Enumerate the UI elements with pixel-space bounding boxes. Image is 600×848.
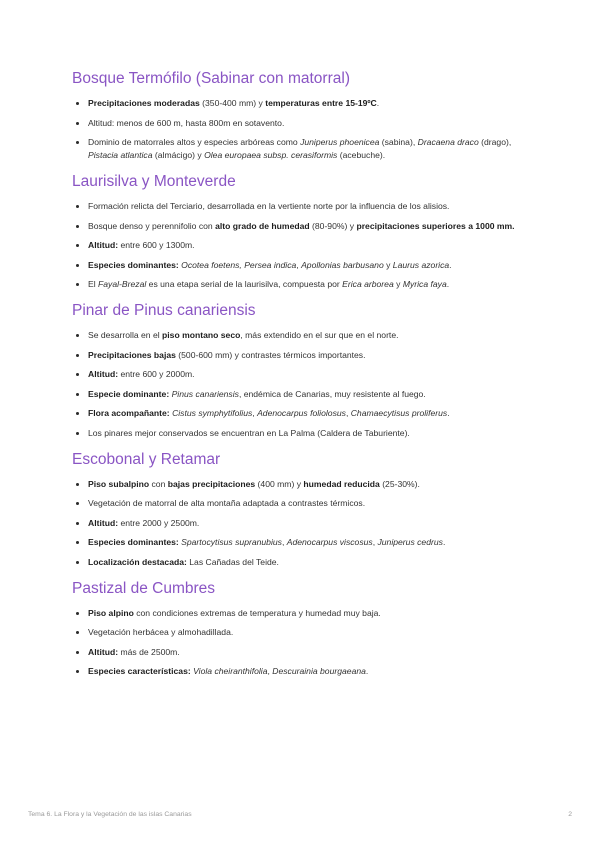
section xyxy=(72,301,532,440)
list-item xyxy=(72,136,532,162)
text: Vegetación herbácea y almohadillada. xyxy=(88,627,234,637)
bold-text: Especie dominante: xyxy=(88,388,170,399)
bold-text: temperaturas entre 15-19ºC xyxy=(265,98,377,108)
text: Formación relicta del Terciario, desarrollada en la vertiente norte por la influencia de los alisios. xyxy=(88,201,450,211)
bold-text: Especies características: xyxy=(88,666,191,676)
bullet-list xyxy=(72,607,532,679)
list-item xyxy=(72,220,532,233)
section-heading: Escobonal y Retamar xyxy=(72,450,221,468)
bold-text: Altitud: xyxy=(88,369,119,379)
page-number: 2 xyxy=(568,811,572,818)
text: . xyxy=(446,279,450,289)
text: . xyxy=(449,259,452,270)
text: El xyxy=(88,279,99,289)
list-item xyxy=(72,607,532,620)
section-heading: Bosque Termófilo (Sabinar con matorral) xyxy=(72,70,350,87)
text: Altitud: menos de 600 m, hasta 800m en sotavento. xyxy=(88,117,285,128)
text: entre 600 y 1300m. xyxy=(118,240,195,250)
list-item xyxy=(72,556,532,569)
bold-text: Precipitaciones moderadas xyxy=(88,98,200,108)
section xyxy=(72,69,532,162)
text: , xyxy=(296,259,302,270)
bold-text: alto grado de humedad xyxy=(215,220,310,231)
text: , xyxy=(267,666,273,676)
bold-text: precipitaciones superiores a 1000 mm. xyxy=(356,220,515,231)
bold-text: humedad reducida xyxy=(303,478,380,489)
text: , xyxy=(252,408,258,418)
list-item xyxy=(72,388,532,401)
footer-title: Tema 6. La Flora y la Vegetación de las islas Canarias xyxy=(28,811,192,818)
text: , xyxy=(281,537,287,547)
italic-text: Viola cheiranthifolia xyxy=(193,666,268,676)
bold-text: Piso alpino xyxy=(88,607,134,618)
list-item xyxy=(72,329,532,342)
text: Los pinares mejor conservados se encuentran en La Palma (Caldera de Taburiente). xyxy=(88,427,410,438)
italic-text: Pistacia atlantica xyxy=(88,150,153,160)
section xyxy=(72,172,532,291)
text: y xyxy=(393,279,403,289)
italic-text: Descurainia bourgaeana xyxy=(272,666,366,676)
list-item xyxy=(72,259,532,272)
text: Vegetación de matorral de alta montaña adaptada a contrastes térmicos. xyxy=(88,498,366,508)
italic-text: Ocotea foetens, Persea indica xyxy=(181,259,297,270)
text: . xyxy=(365,666,369,676)
italic-text: Juniperus cedrus xyxy=(377,537,443,547)
text: Bosque denso y perennifolio con xyxy=(88,220,216,231)
text: con condiciones extremas de temperatura y humedad muy baja. xyxy=(133,607,381,618)
text: . xyxy=(376,98,380,108)
bold-text: Altitud: xyxy=(88,517,119,528)
italic-text: Apollonias barbusano xyxy=(301,259,384,270)
list-item xyxy=(72,536,532,549)
text: (80-90%) y xyxy=(309,220,357,231)
list-item xyxy=(72,497,532,510)
text: (sabina), xyxy=(379,137,418,147)
list-item xyxy=(72,626,532,639)
bold-text: Piso subalpino xyxy=(88,478,150,489)
bold-text: Flora acompañante: xyxy=(88,408,170,418)
list-item xyxy=(72,407,532,420)
text: , endémica de Canarias, muy resistente al fuego. xyxy=(238,388,426,399)
text: (350-400 mm) y xyxy=(199,98,266,108)
text: . xyxy=(447,408,450,418)
list-item xyxy=(72,646,532,659)
text: y xyxy=(383,259,393,270)
section-heading: Pastizal de Cumbres xyxy=(72,579,216,597)
bold-text: Precipitaciones bajas xyxy=(88,349,176,360)
italic-text: Juniperus phoenicea xyxy=(300,137,380,147)
list-item xyxy=(72,97,532,110)
section xyxy=(72,450,532,569)
bold-text: Especies dominantes: xyxy=(88,259,179,270)
bullet-list xyxy=(72,329,532,440)
list-item xyxy=(72,665,532,678)
italic-text: Cistus symphytifolius xyxy=(172,408,253,418)
text: , xyxy=(372,537,378,547)
italic-text: Myrica faya xyxy=(402,279,447,289)
text: . xyxy=(442,537,446,547)
list-item xyxy=(72,349,532,362)
text: entre 2000 y 2500m. xyxy=(118,517,200,528)
list-item xyxy=(72,517,532,530)
text: (almácigo) y xyxy=(152,150,205,160)
section-heading: Pinar de Pinus canariensis xyxy=(72,302,256,319)
page-content xyxy=(72,62,532,688)
list-item xyxy=(72,427,532,440)
list-item xyxy=(72,478,532,491)
bold-text: Localización destacada: xyxy=(88,556,187,567)
bold-text: Especies dominantes: xyxy=(88,537,179,547)
list-item xyxy=(72,278,532,291)
text: (500-600 mm) y contrastes térmicos importantes. xyxy=(175,349,366,360)
text: (25-30%). xyxy=(379,478,420,489)
text: más de 2500m. xyxy=(118,646,180,657)
italic-text: Dracaena draco xyxy=(417,137,479,147)
text: entre 600 y 2000m. xyxy=(118,369,195,379)
bullet-list xyxy=(72,200,532,291)
text: (drago), xyxy=(478,137,512,147)
section xyxy=(72,579,532,679)
text: (400 mm) y xyxy=(255,478,304,489)
text: , xyxy=(345,408,351,418)
italic-text: Erica arborea xyxy=(342,279,394,289)
list-item xyxy=(72,117,532,130)
text: , más extendido en el sur que en el norte. xyxy=(240,330,399,340)
bold-text: Altitud: xyxy=(88,646,119,657)
bullet-list xyxy=(72,97,532,162)
text: es una etapa serial de la laurisilva, compuesta por xyxy=(146,279,343,289)
bullet-list xyxy=(72,478,532,569)
list-item xyxy=(72,368,532,381)
list-item xyxy=(72,239,532,252)
italic-text: Fayal-Brezal xyxy=(98,279,147,289)
italic-text: Spartocytisus supranubius xyxy=(181,537,282,547)
text: Dominio de matorrales altos y especies arbóreas como xyxy=(88,137,301,147)
italic-text: Laurus azorica xyxy=(392,259,450,270)
bold-text: piso montano seco xyxy=(162,330,241,340)
bold-text: bajas precipitaciones xyxy=(167,478,256,489)
list-item xyxy=(72,200,532,213)
italic-text: Adenocarpus viscosus xyxy=(286,537,373,547)
italic-text: Olea europaea subsp. cerasiformis xyxy=(204,150,338,160)
bold-text: Altitud: xyxy=(88,240,119,250)
text: con xyxy=(149,478,168,489)
text: (acebuche). xyxy=(337,150,386,160)
italic-text: Adenocarpus foliolosus xyxy=(257,408,346,418)
italic-text: Pinus canariensis xyxy=(171,388,239,399)
section-heading: Laurisilva y Monteverde xyxy=(72,173,236,190)
text: Las Cañadas del Teide. xyxy=(186,556,279,567)
italic-text: Chamaecytisus proliferus xyxy=(350,408,448,418)
text: Se desarrolla en el xyxy=(88,330,163,340)
